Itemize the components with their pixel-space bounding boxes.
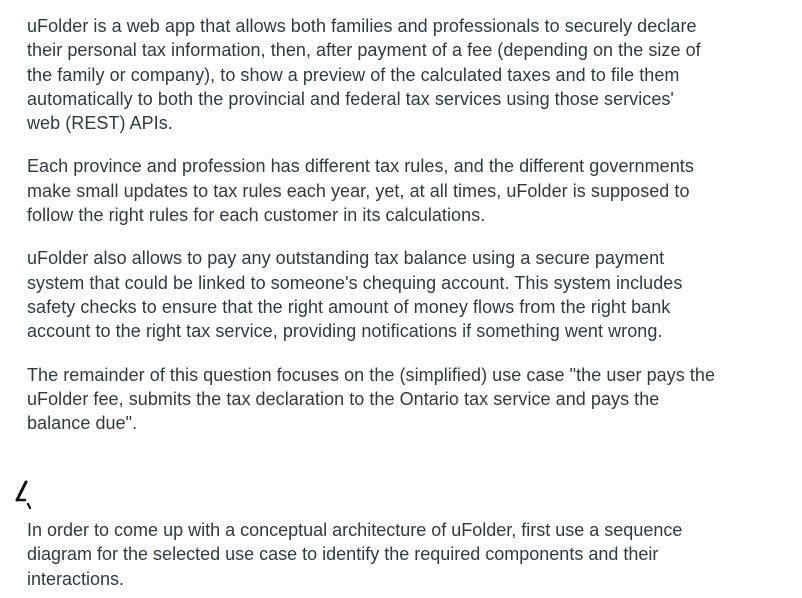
paragraph-tax-rules: Each province and profession has different tax rules, and the different governments make small updates to tax rules each year, yet, at all times, uFolder is supposed to follow the right rules for each customer in its calculations. (27, 156, 694, 226)
document-body (27, 14, 802, 454)
paragraph-intro: uFolder is a web app that allows both families and professionals to securely declare their personal tax information, then, after payment of a fee (depending on the size of the family or company), to show a preview of the calculated taxes and to file them automatically to both the provincial and federal tax services using those services' web (REST) APIs. (27, 16, 701, 134)
paragraph-payment-system: uFolder also allows to pay any outstanding tax balance using a secure payment system that could be linked to someone's chequing account. This system includes safety checks to ensure that the right amount of money flows from the right bank account to the right tax service, providing notifications if something went wrong. (27, 248, 683, 342)
question-text: In order to come up with a conceptual architecture of uFolder, first use a sequence diagram for the selected use case to identify the required components and their interactions. (27, 520, 683, 589)
paragraph-use-case: The remainder of this question focuses on the (simplified) use case "the user pays the uFolder fee, submits the tax declaration to the Ontario tax service and pays the balance due". (27, 364, 716, 434)
handwritten-mark-icon (12, 476, 38, 510)
